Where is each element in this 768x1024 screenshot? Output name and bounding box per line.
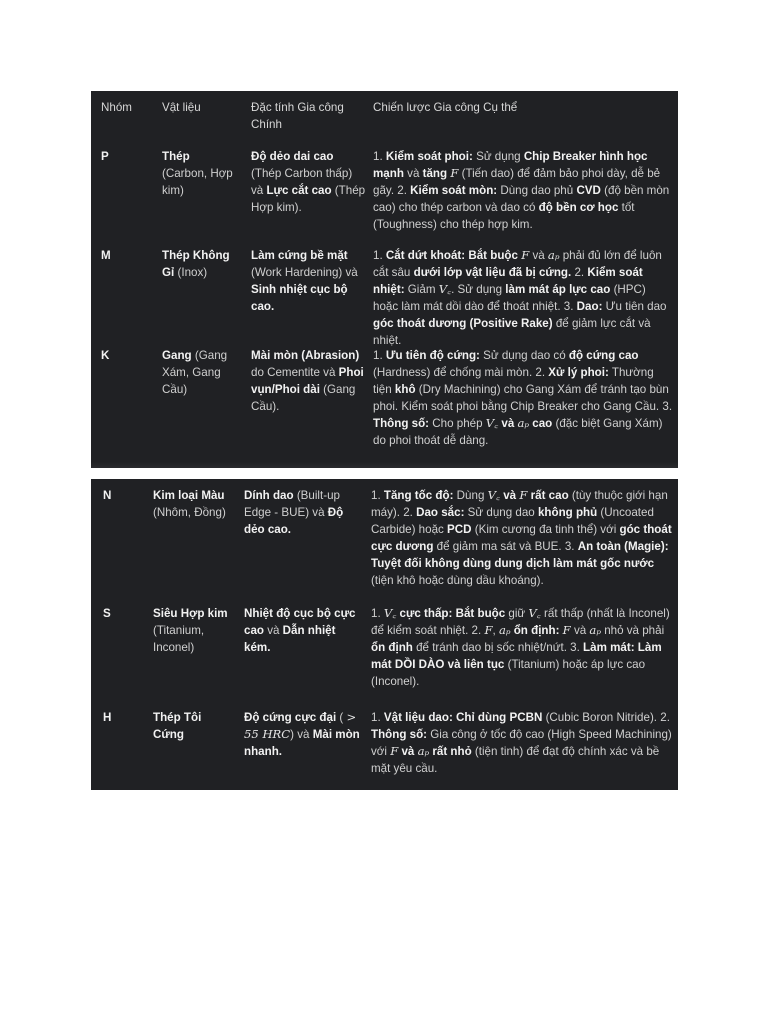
text-run: (Built-up Edge - BUE) và: [244, 489, 340, 519]
bold-text: Mài mòn nhanh.: [244, 728, 360, 758]
math-symbol: > 55 HRC: [244, 710, 357, 741]
math-symbol: aₚ: [417, 744, 430, 758]
text-run: (Work Hardening) và: [251, 266, 358, 279]
text-run: (Thép Hợp kim).: [251, 184, 366, 214]
text-run: Sử dụng dao có: [479, 349, 569, 362]
text-run: (độ bền mòn cao) cho thép carbon và dao có: [373, 184, 670, 214]
bold-text: Nhiệt độ cục bộ cực cao: [244, 607, 356, 637]
material-name: Kim loại Màu: [153, 489, 225, 502]
text-run: 1.: [373, 150, 386, 163]
text-run: Dùng dao phủ: [497, 184, 577, 197]
text-run: và: [529, 249, 548, 262]
bold-text: An toàn (Magie): Tuyệt đối không dùng dung dịch làm mát gốc nước: [371, 540, 669, 570]
text-run: để giảm ma sát và BUE. 3.: [433, 540, 578, 553]
row-group: P: [101, 150, 109, 163]
bold-text: Độ dẻo dai cao: [251, 150, 334, 163]
text-run: (tiện tinh) để đạt độ chính xác và bề mặt yêu cầu.: [371, 745, 660, 775]
row-group: N: [103, 489, 112, 502]
header-property: Đặc tính Gia công Chính: [251, 101, 344, 131]
text-run: và: [403, 167, 423, 180]
bold-text: ổn định:: [510, 624, 560, 637]
bold-text: Kiểm soát mòn:: [410, 184, 498, 197]
text-run: 1.: [373, 249, 386, 262]
text-run: nhỏ và phải: [600, 624, 665, 637]
bold-text: Thông số:: [373, 417, 430, 430]
row-strategy: [373, 148, 673, 233]
row-group: K: [101, 349, 110, 362]
text-run: phải đủ lớn để luôn cắt sâu: [373, 249, 662, 279]
text-run: 1.: [371, 607, 384, 620]
bold-text: góc thoát dương (Positive Rake): [373, 317, 553, 330]
row-material: [153, 487, 235, 521]
text-run: 1.: [371, 489, 384, 502]
text-run: để tránh dao bị sốc nhiệt/nứt. 3.: [412, 641, 584, 654]
bold-text: Kiểm soát phoi:: [385, 150, 473, 163]
math-symbol: V꜀: [485, 416, 499, 430]
bold-text: ổn định: [371, 641, 413, 654]
text-run: 1.: [371, 711, 384, 724]
math-symbol: F: [562, 623, 571, 637]
material-detail: (Inox): [177, 266, 208, 279]
material-detail: (Titanium, Inconel): [153, 624, 205, 654]
text-run: (Tiến dao) để đảm bảo phoi dày, dễ bẻ gãy. 2.: [373, 167, 661, 197]
text-run: (Gang Cầu).: [251, 383, 356, 413]
bold-text: Làm mát: Làm mát DỒI DÀO và liên tục: [371, 641, 662, 671]
text-run: (: [336, 711, 347, 724]
bold-text: Kiểm soát nhiệt:: [373, 266, 643, 296]
math-symbol: F: [519, 488, 528, 502]
math-symbol: aₚ: [498, 623, 511, 637]
bold-text: Chip Breaker hình học mạnh: [373, 150, 648, 180]
text-run: (Cubic Boron Nitride). 2.: [542, 711, 670, 724]
bold-text: Lực cắt cao: [266, 184, 332, 197]
bold-text: Vật liệu dao: Chỉ dùng PCBN: [383, 711, 543, 724]
material-name: Thép Tôi Cứng: [153, 711, 202, 741]
bold-text: Phoi vụn/Phoi dài: [251, 366, 364, 396]
bold-text: độ cứng cao: [568, 349, 639, 362]
bold-text: Thông số:: [371, 728, 428, 741]
text-run: (Kim cương đa tinh thể) với: [471, 523, 620, 536]
row-group: S: [103, 607, 111, 620]
bold-text: cực thấp:: [396, 607, 453, 620]
material-detail: (Gang Xám, Gang Cầu): [162, 349, 228, 396]
text-run: Sử dụng: [472, 150, 524, 163]
text-run: (Thép Carbon thấp) và: [251, 167, 353, 197]
text-run: ) và: [290, 728, 313, 741]
material-name: Thép: [162, 150, 190, 163]
row-group: M: [101, 249, 111, 262]
text-run: (đặc biệt Gang Xám) do phoi thoát dễ dàng.: [373, 417, 663, 447]
bold-text: Xử lý phoi:: [548, 366, 609, 379]
row-property: [251, 148, 366, 216]
math-symbol: F: [484, 623, 493, 637]
bold-text: dưới lớp vật liệu đã bị cứng.: [413, 266, 572, 279]
bold-text: và: [500, 489, 520, 502]
bold-text: Bắt buộc: [465, 249, 522, 262]
header-material: Vật liệu: [162, 101, 201, 114]
header-group: Nhóm: [101, 101, 132, 114]
text-run: và: [263, 624, 283, 637]
row-material: [162, 148, 242, 199]
material-detail: (Nhôm, Đồng): [153, 506, 226, 519]
math-symbol: V꜀: [528, 606, 541, 620]
row-material: [162, 347, 242, 398]
text-run: tốt (Toughness) cho thép hợp kim.: [373, 201, 635, 231]
text-run: (Titanium) hoặc áp lực cao (Inconel).: [371, 658, 646, 688]
math-symbol: F: [521, 248, 530, 262]
bold-text: Dẫn nhiệt kém.: [244, 624, 336, 654]
text-run: Thường tiện: [373, 366, 654, 396]
row-property: [244, 487, 364, 538]
material-detail: (Carbon, Hợp kim): [162, 167, 233, 197]
row-property: [251, 347, 366, 415]
math-symbol: aₚ: [547, 248, 560, 262]
bold-text: khô: [394, 383, 416, 396]
bold-text: CVD: [576, 184, 601, 197]
text-run: (tùy thuộc giới hạn máy). 2.: [371, 489, 668, 519]
text-run: và: [570, 624, 590, 637]
text-run: Ưu tiên dao: [602, 300, 667, 313]
bold-text: làm mát áp lực cao: [505, 283, 611, 296]
text-run: Cho phép: [429, 417, 486, 430]
text-run: để giảm lực cắt và nhiệt.: [373, 317, 651, 347]
bold-text: Cắt dứt khoát:: [385, 249, 466, 262]
table-screenshot-bottom: [91, 479, 678, 790]
text-run: ,: [492, 624, 499, 637]
bold-text: Dao sắc:: [416, 506, 465, 519]
row-material: [153, 709, 235, 743]
math-symbol: V꜀: [383, 606, 397, 620]
bold-text: và: [498, 417, 518, 430]
bold-text: Sinh nhiệt cục bộ cao.: [251, 283, 348, 313]
text-run: 2.: [571, 266, 588, 279]
bold-text: Tăng tốc độ:: [383, 489, 454, 502]
bold-text: Độ dẻo cao.: [244, 506, 344, 536]
text-run: (Hardness) để chống mài mòn. 2.: [373, 366, 549, 379]
bold-text: Ưu tiên độ cứng:: [385, 349, 480, 362]
material-name: Thép Không Gỉ: [162, 249, 230, 279]
text-run: giữ: [505, 607, 529, 620]
material-name: Gang: [162, 349, 192, 362]
bold-text: và: [398, 745, 418, 758]
row-strategy: [371, 709, 674, 777]
bold-text: Làm cứng bề mặt: [251, 249, 348, 262]
bold-text: Bắt buộc: [452, 607, 506, 620]
bold-text: rất cao: [527, 489, 569, 502]
material-name: Siêu Hợp kim: [153, 607, 228, 620]
bold-text: cao: [529, 417, 553, 430]
panel-bottom-edge: [91, 462, 678, 468]
row-material: [162, 247, 242, 281]
row-material: [153, 605, 235, 656]
math-symbol: V꜀: [487, 488, 501, 502]
bold-text: góc thoát cực dương: [371, 523, 672, 553]
text-run: do Cementite và: [251, 366, 339, 379]
row-strategy: [373, 247, 673, 349]
bold-text: tăng: [422, 167, 451, 180]
text-run: Gia công ở tốc độ cao (High Speed Machining) với: [371, 728, 672, 758]
row-property: [251, 247, 366, 315]
bold-text: PCD: [447, 523, 472, 536]
math-symbol: F: [450, 166, 459, 180]
header-strategy: Chiến lược Gia công Cụ thể: [373, 101, 518, 114]
row-property: [244, 709, 364, 760]
bold-text: độ bền cơ học: [538, 201, 619, 214]
text-run: Giảm: [404, 283, 439, 296]
bold-text: rất nhỏ: [429, 745, 472, 758]
math-symbol: F: [390, 744, 399, 758]
bold-text: Dao:: [576, 300, 603, 313]
math-symbol: aₚ: [589, 623, 601, 637]
row-strategy: [371, 605, 674, 690]
bold-text: không phủ: [537, 506, 598, 519]
text-run: Sử dụng dao: [464, 506, 538, 519]
math-symbol: aₚ: [517, 416, 530, 430]
text-run: Dùng: [453, 489, 488, 502]
bold-text: Mài mòn (Abrasion): [251, 349, 360, 362]
row-strategy: [373, 347, 673, 449]
row-strategy: [371, 487, 674, 589]
text-run: (Dry Machining) cho Gang Xám để tránh tạo bùn phoi. Kiểm soát phoi bằng Chip Breaker cho Gang Cầu. 3.: [373, 383, 673, 413]
math-symbol: V꜀: [438, 282, 452, 296]
row-property: [244, 605, 364, 656]
text-run: (HPC) hoặc làm mát dồi dào để thoát nhiệt. 3.: [373, 283, 646, 313]
text-run: (tiện khô hoặc dùng dầu khoáng).: [371, 574, 544, 587]
text-run: rất thấp (nhất là Inconel) để kiểm soát nhiệt. 2.: [371, 607, 670, 637]
table-screenshot-top: [91, 91, 678, 468]
bold-text: Dính dao: [244, 489, 294, 502]
text-run: . Sử dụng: [451, 283, 506, 296]
text-run: 1.: [373, 349, 386, 362]
text-run: (Uncoated Carbide) hoặc: [371, 506, 654, 536]
row-group: H: [103, 711, 112, 724]
bold-text: Độ cứng cực đại: [244, 711, 337, 724]
